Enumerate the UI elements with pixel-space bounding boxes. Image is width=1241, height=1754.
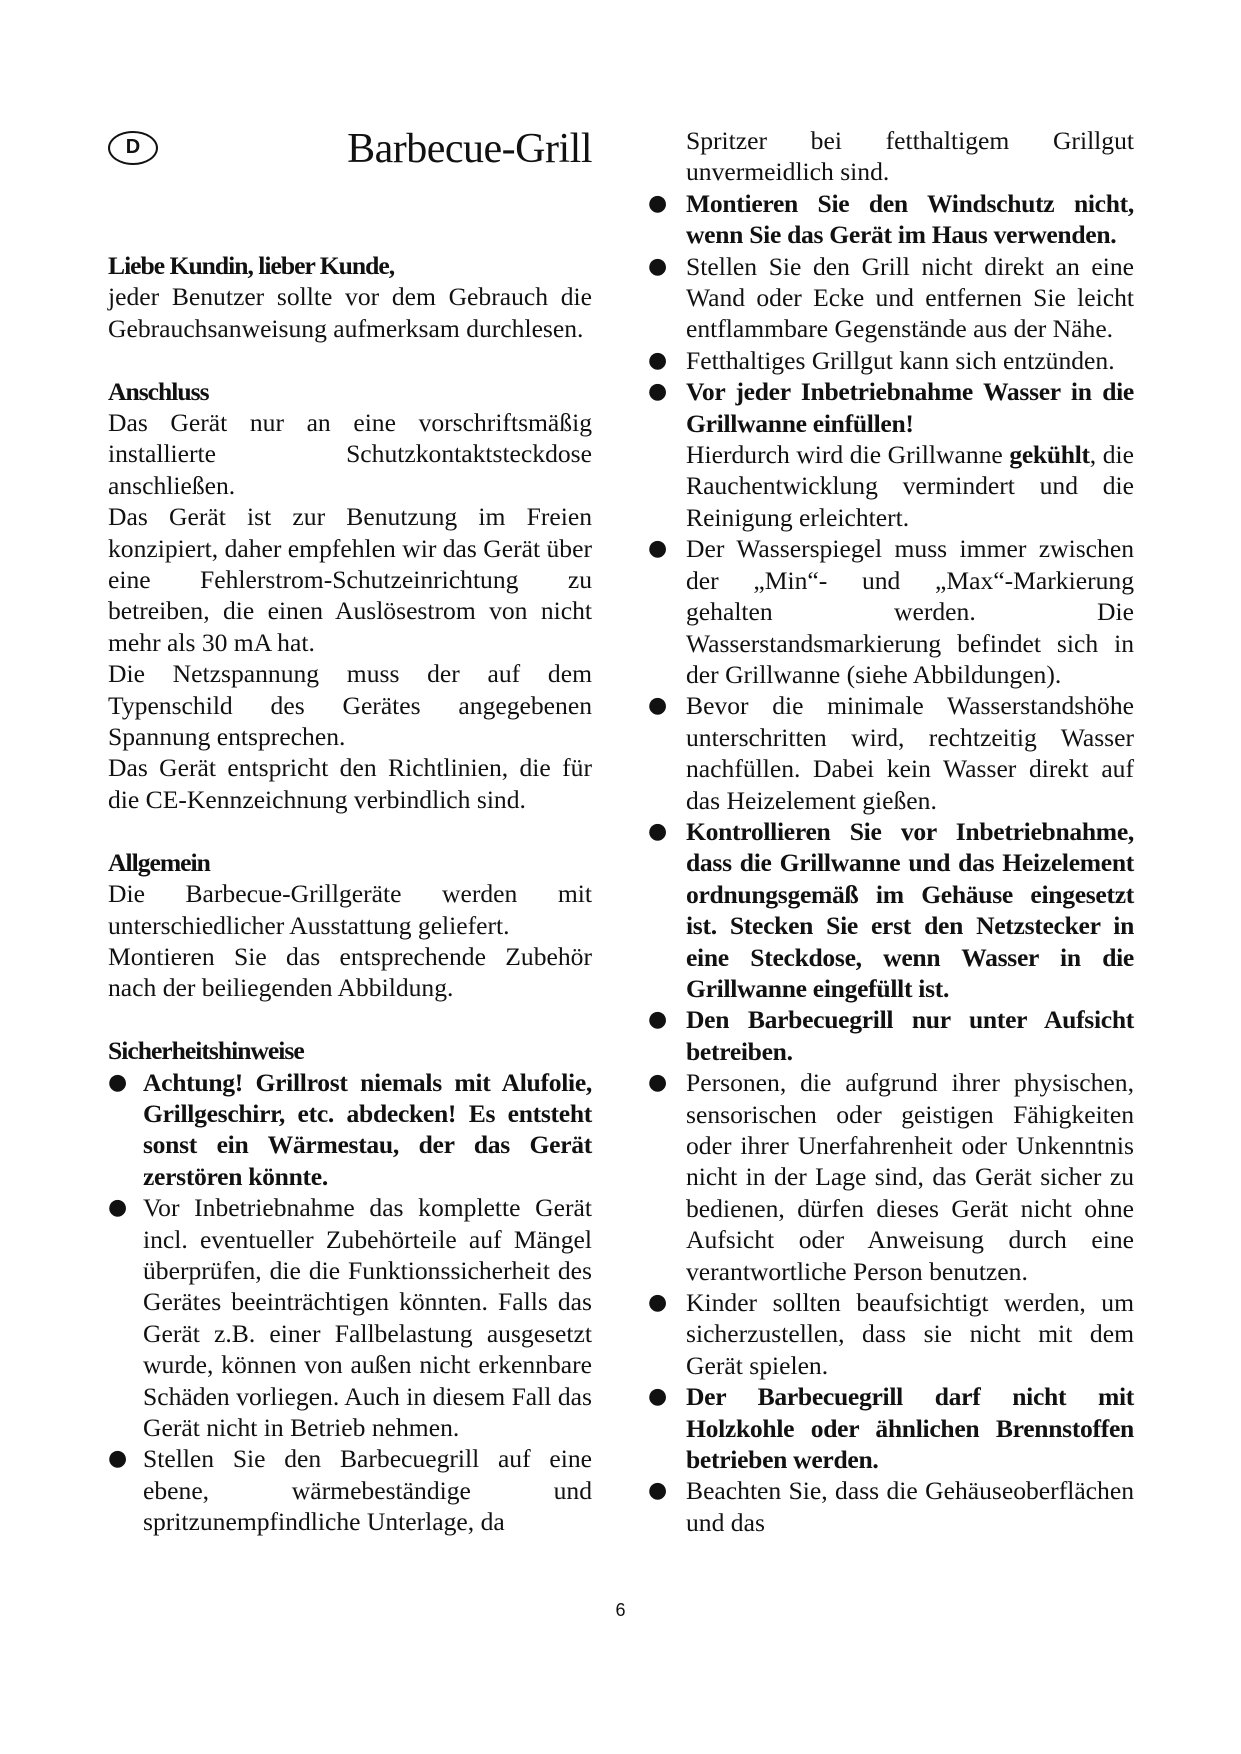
page-title: Barbecue-Grill xyxy=(347,126,592,172)
left-column xyxy=(108,250,592,1538)
allgemein-paragraph: Montieren Sie das entsprechende Zubehör nach der beiliegenden Abbildung. xyxy=(108,941,592,1003)
bullet-icon: ● xyxy=(648,818,668,844)
page-number: 6 xyxy=(615,1600,626,1620)
list-item: ● Kinder sollten beaufsichtigt werden, um sicherzustellen, dass sie nicht mit dem Gerät spielen. xyxy=(648,1288,1134,1380)
safety-heading: Sicherheitshinweise xyxy=(108,1036,304,1066)
bullet-icon: ● xyxy=(108,1446,128,1472)
list-item: ● Vor Inbetriebnahme das komplette Gerät incl. eventueller Zubehörteile auf Mängel überprüfen, die die Funktionssicherheit des Gerätes beeinträchtigen könnten. Falls das Gerät z.B. einer Fallbelastung ausgesetzt wurde, können von außen nicht erkennbare Schäden vorliegen. Auch in diesem Fall das Gerät nicht in Betrieb nehmen. xyxy=(108,1193,592,1442)
list-item: ● Personen, die aufgrund ihrer physischen, sensorischen oder geistigen Fähigkeiten oder ihrer Unerfahrenheit oder Unkenntnis nicht in der Lage sind, das Gerät sicher zu bedienen, dürfen dieses Gerät nicht ohne Aufsicht oder Anweisung durch eine verantwortliche Person benutzen. xyxy=(648,1068,1134,1286)
bullet-icon: ● xyxy=(648,347,668,373)
bullet-icon: ● xyxy=(108,1069,128,1095)
list-item: ● Vor jeder Inbetriebnahme Wasser in die Grillwanne einfüllen! Hierdurch wird die Grillwanne gekühlt, die Rauchentwicklung vermindert und die Reinigung erleichtert. xyxy=(648,377,1134,532)
anschluss-paragraph: Das Gerät entspricht den Richtlinien, die für die CE-Kennzeichnung verbindlich sind. xyxy=(108,753,592,814)
list-item: ● Kontrollieren Sie vor Inbetriebnahme, dass die Grillwanne und das Heizelement ordnungsgemäß im Gehäuse eingesetzt ist. Stecken Sie erst den Netzstecker in eine Steckdose, wenn Wasser in die Grillwanne eingefüllt ist. xyxy=(648,816,1134,1003)
list-item: ● Den Barbecuegrill nur unter Aufsicht betreiben. xyxy=(648,1005,1134,1066)
bullet-icon: ● xyxy=(648,190,668,216)
list-item: ● Stellen Sie den Grill nicht direkt an eine Wand oder Ecke und entfernen Sie leicht entflammbare Gegenstände aus der Nähe. xyxy=(648,251,1134,344)
bullet-icon: ● xyxy=(648,1478,668,1504)
allgemein-paragraph: Die Barbecue-Grillgeräte werden mit unterschiedlicher Ausstattung geliefert. xyxy=(108,879,592,940)
allgemein-heading: Allgemein xyxy=(108,847,210,877)
continuation-text: Spritzer bei fetthaltigem Grillgut unvermeidlich sind. xyxy=(686,126,1134,187)
list-item: ● Achtung! Grillrost niemals mit Alufolie, Grillgeschirr, etc. abdecken! Es entsteht sonst ein Wärmestau, der das Gerät zerstören könnte. xyxy=(108,1067,592,1191)
greeting-heading: Liebe Kundin, lieber Kunde, xyxy=(108,251,395,280)
list-item: ● Fetthaltiges Grillgut kann sich entzünden. xyxy=(648,345,1115,375)
anschluss-paragraph: Das Gerät nur an eine vorschriftsmäßig installierte Schutzkontaktsteckdose anschließen. xyxy=(108,408,592,500)
bullet-icon: ● xyxy=(648,1007,668,1033)
list-item: ● Der Barbecuegrill darf nicht mit Holzkohle oder ähnlichen Brennstoffen betrieben werden. xyxy=(648,1382,1134,1475)
bullet-icon: ● xyxy=(648,693,668,719)
anschluss-paragraph: Das Gerät ist zur Benutzung im Freien konzipiert, daher empfehlen wir das Gerät über eine Fehlerstrom-Schutzeinrichtung zu betreiben, die einen Auslösestrom von nicht mehr als 30 mA hat. xyxy=(108,502,592,657)
bullet-icon: ● xyxy=(648,253,668,279)
bullet-icon: ● xyxy=(648,379,668,405)
anschluss-paragraph: Die Netzspannung muss der auf dem Typenschild des Gerätes angegebenen Spannung entsprechen. xyxy=(108,659,592,752)
list-item: ● Der Wasserspiegel muss immer zwischen der „Min“- und „Max“-Markierung gehalten werden. Die Wasserstandsmarkierung befindet sich in der Grillwanne (siehe Abbildungen). xyxy=(648,534,1134,689)
safety-list xyxy=(108,1067,592,1538)
list-item: ● Stellen Sie den Barbecuegrill auf eine ebene, wärmebeständige und spritzunempfindliche Unterlage, da xyxy=(108,1444,592,1537)
bullet-icon: ● xyxy=(108,1195,128,1221)
bullet-icon: ● xyxy=(648,1384,668,1410)
bullet-icon: ● xyxy=(648,1290,668,1316)
list-item: ● Bevor die minimale Wasserstandshöhe unterschritten wird, rechtzeitig Wasser nachfüllen. Dabei kein Wasser direkt auf das Heizelement gießen. xyxy=(648,691,1134,815)
right-column xyxy=(648,125,1134,1538)
list-item: ● Montieren Sie den Windschutz nicht, wenn Sie das Gerät im Haus verwenden. xyxy=(648,188,1134,250)
anschluss-heading: Anschluss xyxy=(108,376,209,406)
bullet-icon: ● xyxy=(648,536,668,562)
bullet-icon: ● xyxy=(648,1070,668,1096)
greeting-text: jeder Benutzer sollte vor dem Gebrauch die Gebrauchsanweisung aufmerksam durchlesen. xyxy=(108,282,592,343)
safety-list-continued xyxy=(648,188,1134,1538)
list-item: ● Beachten Sie, dass die Gehäuseoberflächen und das xyxy=(648,1476,1134,1537)
language-badge: D xyxy=(108,131,158,165)
